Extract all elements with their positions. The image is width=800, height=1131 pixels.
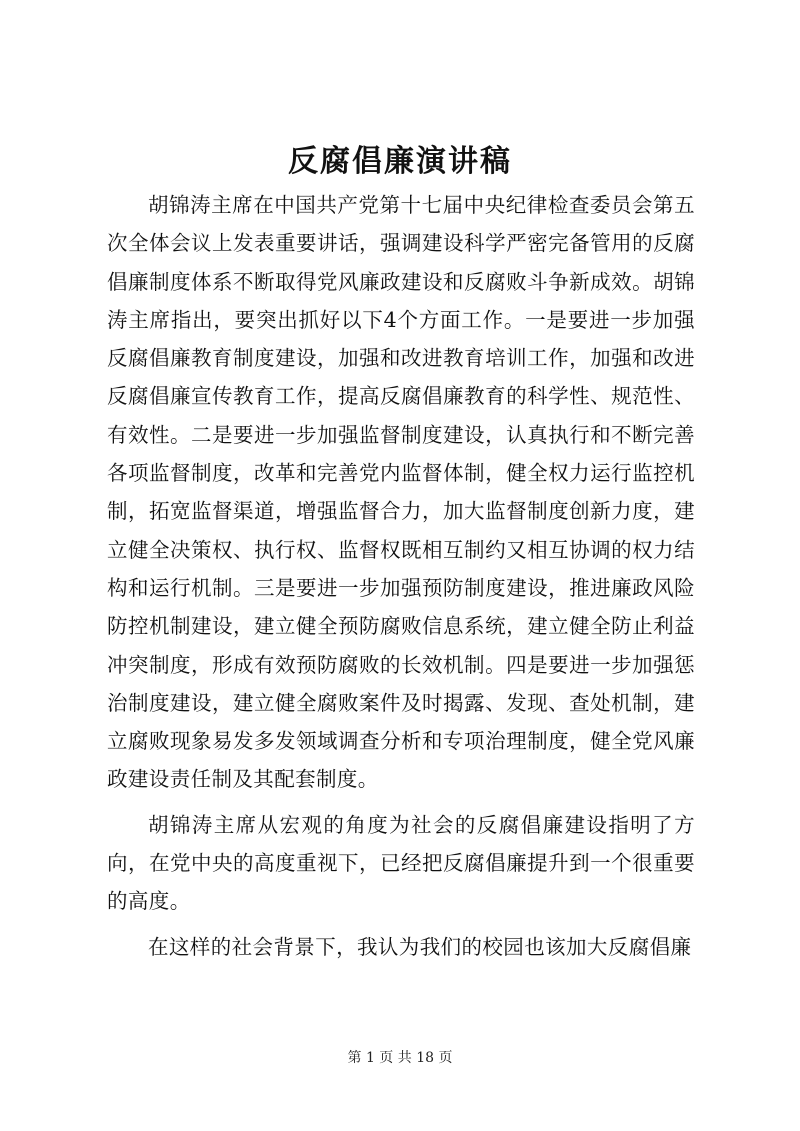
paragraph-1: 胡锦涛主席在中国共产党第十七届中央纪律检查委员会第五次全体会议上发表重要讲话，强调建设科学严密完备管用的反腐倡廉制度体系不断取得党风廉政建设和反腐败斗争新成效。胡锦涛主席指出，要突出抓好以下4个方面工作。一是要进一步加强反腐倡廉教育制度建设，加强和改进教育培训工作，加强和改进反腐倡廉宣传教育工作，提高反腐倡廉教育的科学性、规范性、有效性。二是要进一步加强监督制度建设，认真执行和不断完善各项监督制度，改革和完善党内监督体制，健全权力运行监控机制，拓宽监督渠道，增强监督合力，加大监督制度创新力度，建立健全决策权、执行权、监督权既相互制约又相互协调的权力结构和运行机制。三是要进一步加强预防制度建设，推进廉政风险防控机制建设，建立健全预防腐败信息系统，建立健全防止利益冲突制度，形成有效预防腐败的长效机制。四是要进一步加强惩治制度建设，建立健全腐败案件及时揭露、发现、查处机制，建立腐败现象易发多发领域调查分析和专项治理制度，健全党风廉政建设责任制及其配套制度。 (107, 193, 695, 792)
paragraph-2: 胡锦涛主席从宏观的角度为社会的反腐倡廉建设指明了方向，在党中央的高度重视下，已经把反腐倡廉提升到一个很重要的高度。 (107, 812, 695, 914)
page-number-footer: 第 1 页 共 18 页 (347, 1050, 453, 1066)
document-title: 反腐倡廉演讲稿 (288, 144, 512, 179)
paragraph-3: 在这样的社会背景下，我认为我们的校园也该加大反腐倡廉 (148, 934, 692, 959)
document-body (107, 186, 695, 966)
